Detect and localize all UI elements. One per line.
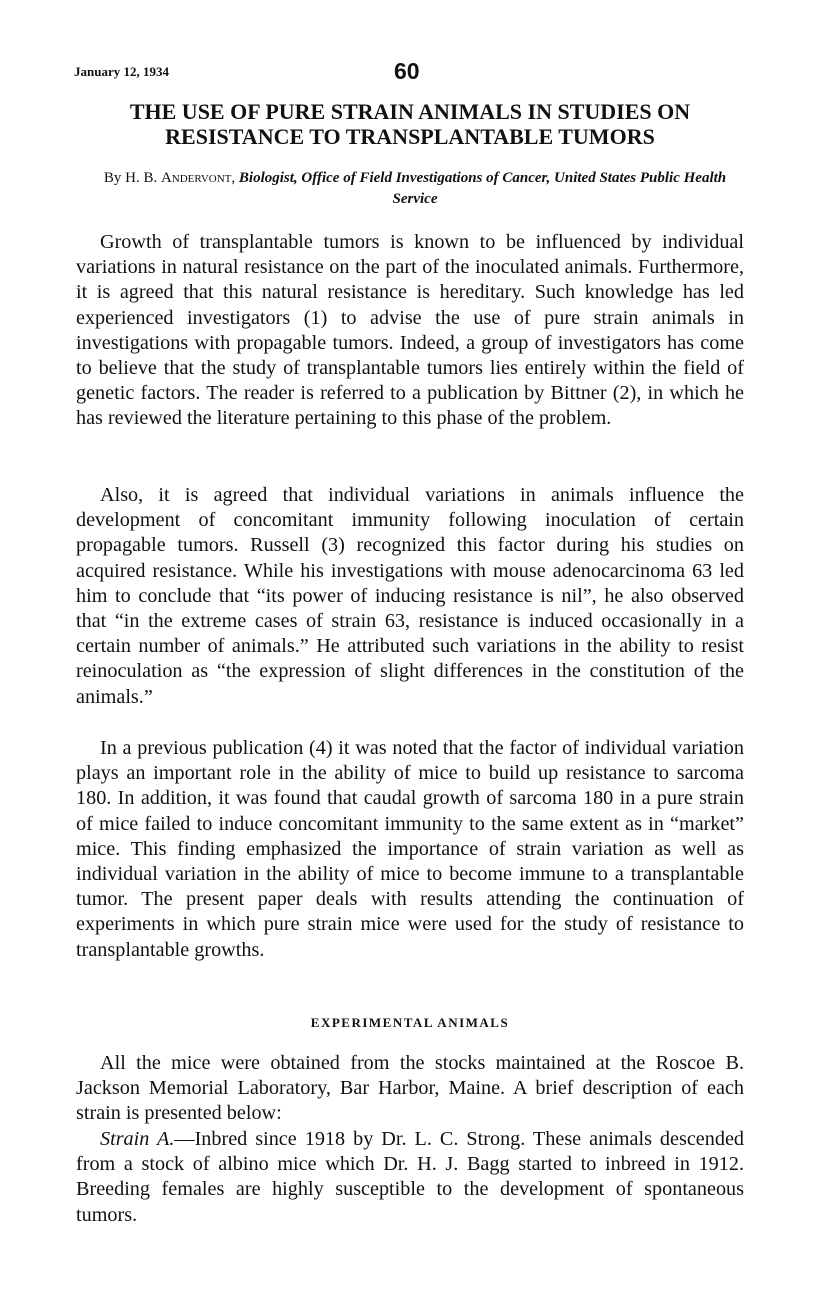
article-title xyxy=(70,99,750,149)
section-heading-experimental-animals: EXPERIMENTAL ANIMALS xyxy=(310,1015,510,1030)
page-number: 60 xyxy=(394,58,420,84)
paragraph-strain-a xyxy=(76,1127,744,1228)
byline: By H. B. Andervont, Biologist, Office of Field Investigations of Cancer, United States Public Health Service xyxy=(103,170,727,207)
title-line-1: THE USE OF PURE STRAIN ANIMALS IN STUDIES ON xyxy=(129,99,691,124)
paragraph-3: In a previous publication (4) it was noted that the factor of individual variation plays an important role in the ability of mice to build up resistance to sarcoma 180. In addition, it was found that caudal growth of sarcoma 180 in a pure strain of mice failed to induce concomitant immunity to the same extent as in “market” mice. This finding emphasized the importance of strain variation as well as individual variation in the ability of mice to become immune to a transplantable tumor. The present paper deals with results attending the continuation of experiments in which pure strain mice were used for the study of resistance to transplantable growths. xyxy=(76,737,744,961)
author-surname: Andervont xyxy=(160,170,232,186)
title-line-2: RESISTANCE TO TRANSPLANTABLE TUMORS xyxy=(165,124,655,149)
paragraph-1: Growth of transplantable tumors is known to be influenced by individual variations in natural resistance on the part of the inoculated animals. Furthermore, it is agreed that this natural resistance is hereditary. Such knowledge has led experienced investigators (1) to advise the use of pure strain animals in investigations with propagable tumors. Indeed, a group of investigators has come to believe that the study of transplantable tumors lies entirely within the field of genetic factors. The reader is referred to a publication by Bittner (2), in which he has reviewed the literature pertaining to this phase of the problem. xyxy=(76,231,744,430)
author-affiliation: Biologist, Office of Field Investigations of Cancer, United States Public Health Service xyxy=(238,170,727,207)
byline-prefix: By H. B. xyxy=(103,170,161,186)
strain-a-label: Strain A. xyxy=(100,1128,175,1150)
paragraph-4: All the mice were obtained from the stocks maintained at the Roscoe B. Jackson Memorial Laboratory, Bar Harbor, Maine. A brief description of each strain is presented below: xyxy=(76,1052,744,1125)
strain-a-text: —Inbred since 1918 by Dr. L. C. Strong. These animals descended from a stock of albino mice which Dr. H. J. Bagg started to inbreed in 1912. Breeding females are highly susceptible to the development of spontaneous tumors. xyxy=(76,1128,744,1226)
header-date: January 12, 1934 xyxy=(74,64,169,79)
paragraph-2: Also, it is agreed that individual variations in animals influence the development of concomitant immunity following inoculation of certain propagable tumors. Russell (3) recognized this factor during his studies on acquired resistance. While his investigations with mouse adenocarcinoma 63 led him to conclude that “its power of inducing resistance is nil”, he also observed that “in the extreme cases of strain 63, resistance is induced occasionally in a certain number of animals.” He attributed such variations in the ability to resist reinoculation as “the expression of slight differences in the constitution of the animals.” xyxy=(76,484,744,708)
